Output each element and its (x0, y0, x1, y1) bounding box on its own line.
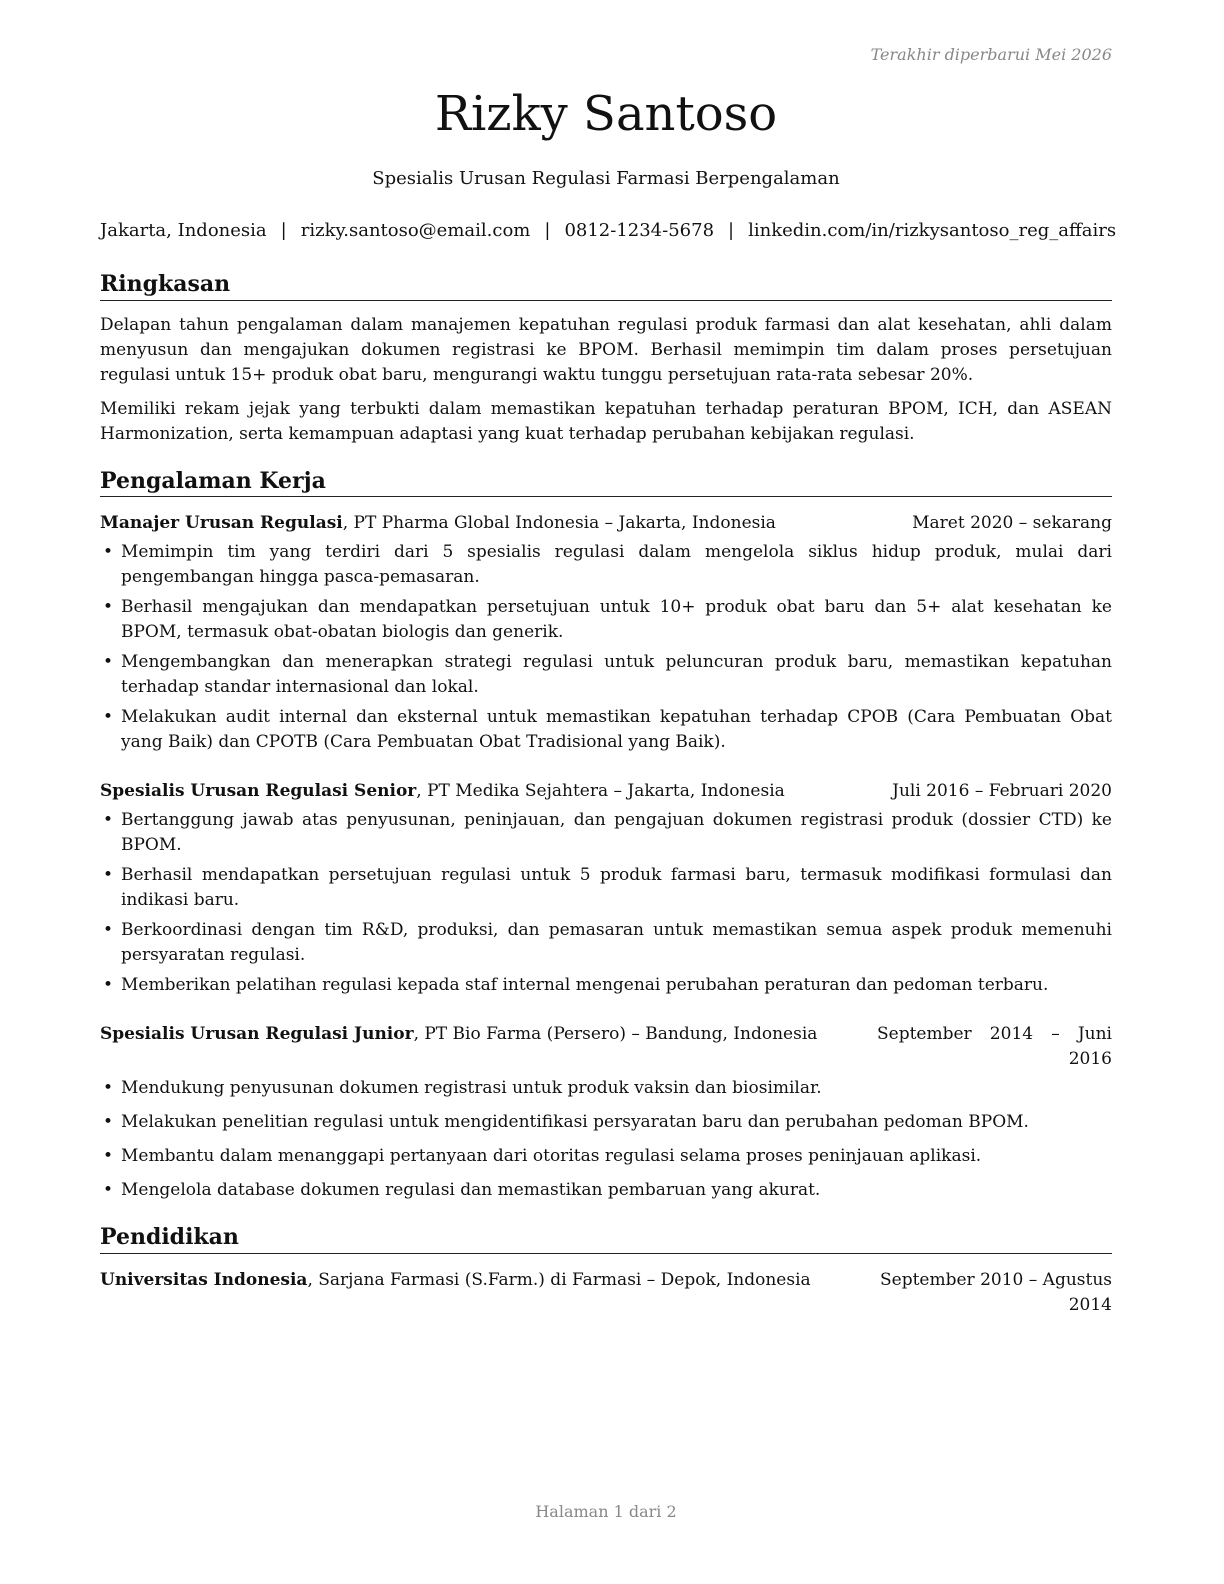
job-bullet: • Membantu dalam menanggapi pertanyaan dari otoritas regulasi selama proses peninjauan aplikasi. (100, 1144, 1112, 1169)
job-bullet: • Memberikan pelatihan regulasi kepada staf internal mengenai perubahan peraturan dan pedoman terbaru. (100, 973, 1112, 998)
job-bullet: • Berkoordinasi dengan tim R&D, produksi, dan pemasaran untuk memastikan semua aspek produk memenuhi persyaratan regulasi. (100, 918, 1112, 968)
job-header (100, 779, 1112, 804)
job-title: Spesialis Urusan Regulasi Senior (100, 781, 417, 802)
education-school: Universitas Indonesia (100, 1269, 308, 1290)
job-bullets (100, 1076, 1112, 1203)
candidate-subtitle: Spesialis Urusan Regulasi Farmasi Berpengalaman (372, 168, 840, 189)
page-number: Halaman 1 dari 2 (535, 1502, 677, 1521)
contact-line (100, 220, 1117, 241)
contact-separator: | (728, 220, 735, 241)
job-entry (100, 779, 1112, 998)
section-heading-experience: Pengalaman Kerja (100, 467, 1112, 498)
job-title: Spesialis Urusan Regulasi Junior (100, 1024, 414, 1045)
candidate-name: Rizky Santoso (434, 86, 778, 142)
contact-location: Jakarta, Indonesia (100, 220, 267, 241)
last-updated: Terakhir diperbarui Mei 2026 (870, 45, 1112, 64)
job-bullet: • Mengembangkan dan menerapkan strategi regulasi untuk peluncuran produk baru, memastikan kepatuhan terhadap standar internasional dan lokal. (100, 650, 1112, 700)
summary-paragraph: Delapan tahun pengalaman dalam manajemen kepatuhan regulasi produk farmasi dan alat kesehatan, ahli dalam menyusun dan mengajukan dokumen registrasi ke BPOM. Berhasil memimpin tim dalam proses persetujuan regulasi untuk 15+ produk obat baru, mengurangi waktu tunggu persetujuan rata-rata sebesar 20%. (100, 314, 1112, 385)
job-bullet: • Melakukan penelitian regulasi untuk mengidentifikasi persyaratan baru dan perubahan pedoman BPOM. (100, 1110, 1112, 1135)
job-bullet: • Mengelola database dokumen regulasi dan memastikan pembaruan yang akurat. (100, 1178, 1112, 1203)
job-header (100, 1022, 1112, 1072)
education-entry (100, 1268, 1112, 1318)
job-entry (100, 511, 1112, 755)
summary-paragraph: Memiliki rekam jejak yang terbukti dalam memastikan kepatuhan terhadap peraturan BPOM, ICH, dan ASEAN Harmonization, serta kemampuan adaptasi yang kuat terhadap perubahan kebijakan regulasi. (100, 398, 1112, 444)
section-heading-summary: Ringkasan (100, 270, 1112, 301)
job-org: , PT Medika Sejahtera – Jakarta, Indonesia (416, 781, 785, 802)
education-detail: , Sarjana Farmasi (S.Farm.) di Farmasi – Depok, Indonesia (307, 1269, 811, 1290)
summary-section (100, 270, 1112, 447)
job-bullet: • Mendukung penyusunan dokumen registrasi untuk produk vaksin dan biosimilar. (100, 1076, 1112, 1101)
resume-page (100, 0, 1117, 1584)
contact-linkedin[interactable]: linkedin.com/in/rizkysantoso_reg_affairs (748, 220, 1117, 241)
job-bullets (100, 808, 1112, 998)
job-date: Juli 2016 – Februari 2020 (892, 781, 1112, 802)
job-entry (100, 1022, 1112, 1203)
job-bullet: • Berhasil mendapatkan persetujuan regulasi untuk 5 produk farmasi baru, termasuk modifikasi formulasi dan indikasi baru. (100, 863, 1112, 913)
contact-phone: 0812-1234-5678 (564, 220, 715, 241)
job-bullet: • Bertanggung jawab atas penyusunan, peninjauan, dan pengajuan dokumen registrasi produk (dossier CTD) ke BPOM. (100, 808, 1112, 858)
contact-separator: | (280, 220, 287, 241)
resume-content (100, 270, 1112, 1318)
job-org: , PT Pharma Global Indonesia – Jakarta, Indonesia (342, 513, 776, 534)
education-section (100, 1223, 1112, 1318)
job-bullet: • Berhasil mengajukan dan mendapatkan persetujuan untuk 10+ produk obat baru dan 5+ alat kesehatan ke BPOM, termasuk obat-obatan biologis dan generik. (100, 595, 1112, 645)
job-date: Maret 2020 – sekarang (912, 513, 1112, 534)
education-date: September 2010 – Agustus 2014 (880, 1269, 1112, 1315)
section-heading-education: Pendidikan (100, 1223, 1112, 1254)
job-bullets (100, 540, 1112, 755)
job-org: , PT Bio Farma (Persero) – Bandung, Indonesia (413, 1024, 818, 1045)
contact-email[interactable]: rizky.santoso@email.com (300, 220, 531, 241)
job-date: September 2014 – Juni 2016 (877, 1024, 1112, 1070)
education-header (100, 1268, 1112, 1318)
experience-section (100, 467, 1112, 1204)
contact-separator: | (544, 220, 551, 241)
job-bullet: • Memimpin tim yang terdiri dari 5 spesialis regulasi dalam mengelola siklus hidup produk, mulai dari pengembangan hingga pasca-pemasaran. (100, 540, 1112, 590)
job-title: Manajer Urusan Regulasi (100, 513, 343, 534)
job-bullet: • Melakukan audit internal dan eksternal untuk memastikan kepatuhan terhadap CPOB (Cara Pembuatan Obat yang Baik) dan CPOTB (Cara Pembuatan Obat Tradisional yang Baik). (100, 705, 1112, 755)
job-header (100, 511, 1112, 536)
